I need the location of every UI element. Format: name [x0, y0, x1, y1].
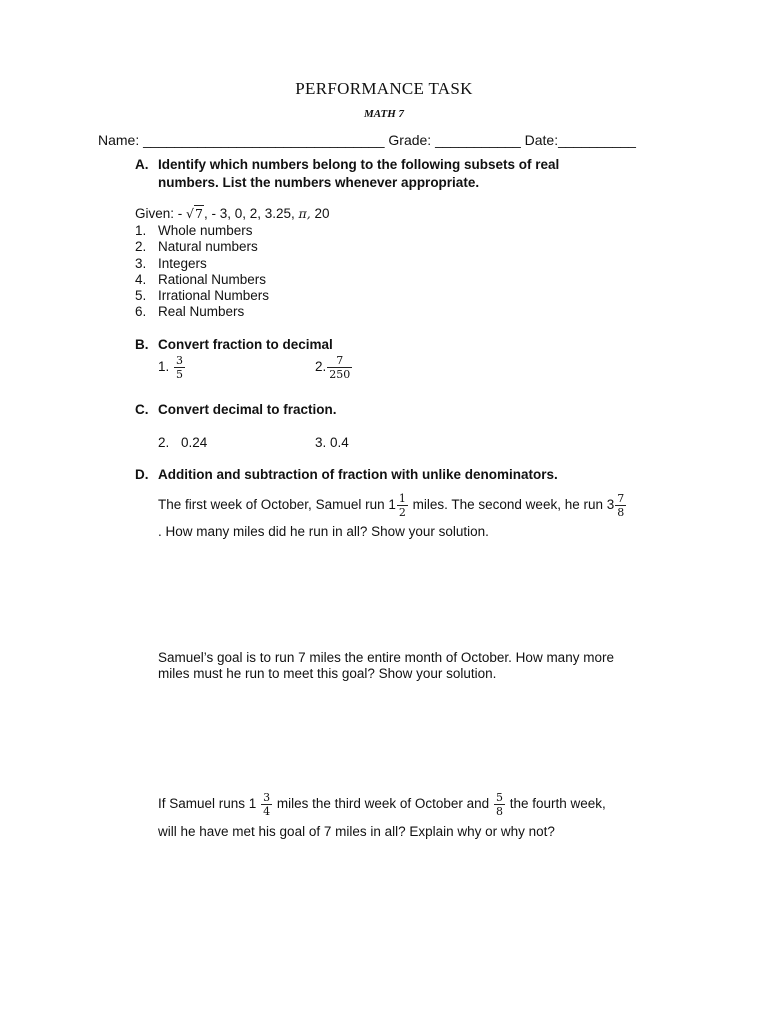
fraction: $\frac{7}{250}$ [329, 354, 351, 381]
given-last-value: 20 [314, 206, 330, 221]
grade-label: Grade: [388, 132, 432, 148]
fraction-item-1: 1. $\frac{3}{5}$ [158, 354, 184, 381]
section-d-heading [135, 467, 558, 482]
fraction-item-2: 2. $\frac{7}{250}$ [315, 354, 351, 381]
page-title: PERFORMANCE TASK [295, 79, 473, 98]
problem-1-line2: . How many miles did he run in all? Show your solution. [158, 524, 489, 539]
name-label: Name: [98, 132, 140, 148]
list-item: 2. Natural numbers [135, 239, 258, 254]
sqrt-radicand: 7 [195, 206, 203, 221]
section-a-letter: A. [135, 157, 149, 172]
student-info-line [98, 132, 636, 148]
section-b-title: Convert fraction to decimal [158, 337, 333, 352]
given-values: , - 3, 0, 2, 3.25, [203, 206, 295, 221]
name-field[interactable]: _______________________________ [143, 132, 385, 148]
section-d-letter: D. [135, 467, 149, 482]
decimal-item-2: 3. 0.4 [315, 435, 349, 450]
section-a-line2: numbers. List the numbers whenever appropriate. [158, 175, 480, 190]
section-c-heading [135, 402, 337, 417]
problem-3-line2: will he have met his goal of 7 miles in all? Explain why or why not? [158, 824, 555, 839]
given-label: Given: - [135, 206, 183, 221]
section-c-letter: C. [135, 402, 149, 417]
fraction: $\frac{1}{2}$ [398, 492, 406, 519]
section-a-heading [135, 157, 559, 172]
section-c-title: Convert decimal to fraction. [158, 402, 337, 417]
section-b-letter: B. [135, 337, 149, 352]
problem-3-line1: If Samuel runs 1 $\frac{3}{4}$ miles the third week of October and $\frac{5}{8}$ the fourth week, [158, 791, 606, 818]
list-item: 5. Irrational Numbers [135, 288, 270, 303]
date-label: Date: [524, 132, 559, 148]
problem-2-line2: miles must he run to meet this goal? Show your solution. [158, 666, 497, 681]
section-a-line1: Identify which numbers belong to the following subsets of real [158, 157, 560, 172]
fraction: $\frac{3}{4}$ [263, 791, 271, 818]
date-field[interactable]: __________ [558, 132, 636, 148]
fraction: $\frac{7}{8}$ [617, 492, 625, 519]
page-subtitle: MATH 7 [363, 108, 405, 120]
given-line [135, 206, 330, 221]
problem-1-line1: The first week of October, Samuel run 1 $\frac{1}{2}$ miles. The second week, he run 3 $\frac{7}{8}$ [158, 492, 625, 519]
pi-symbol: π, [298, 206, 311, 221]
list-item: 1. Whole numbers [135, 223, 253, 238]
problem-2-line1: Samuel’s goal is to run 7 miles the entire month of October. How many more [158, 650, 614, 665]
list-item: 6. Real Numbers [135, 304, 245, 319]
decimal-item-1: 2. 0.24 [158, 435, 208, 450]
section-d-title: Addition and subtraction of fraction with unlike denominators. [158, 467, 558, 482]
grade-field[interactable]: ___________ [435, 132, 521, 148]
fraction: $\frac{3}{5}$ [176, 354, 184, 381]
section-b-heading [135, 337, 333, 352]
sqrt-symbol: √7 [186, 206, 203, 221]
list-item: 4. Rational Numbers [135, 272, 267, 287]
list-item: 3. Integers [135, 256, 207, 271]
fraction: $\frac{5}{8}$ [495, 791, 503, 818]
